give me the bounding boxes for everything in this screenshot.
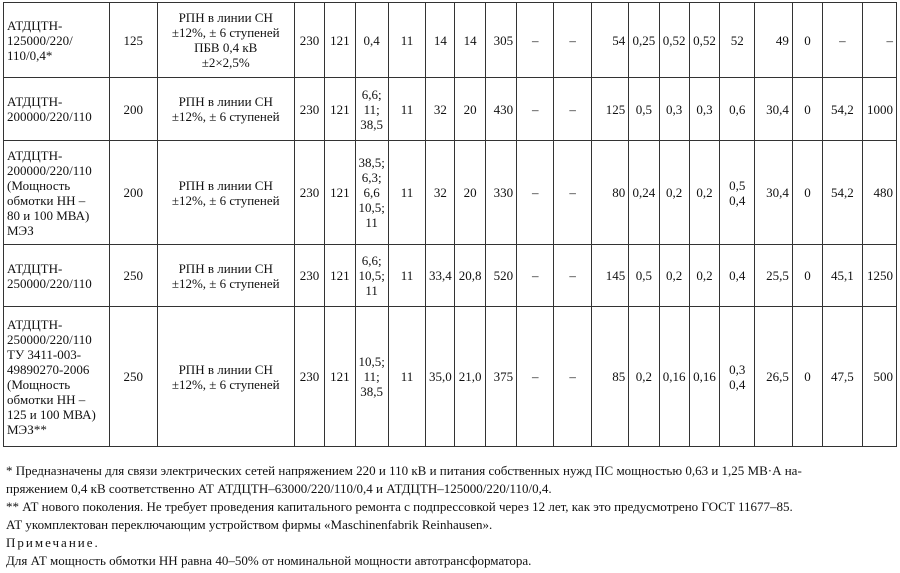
cell-model-name: АТДЦТН- 125000/220/ 110/0,4*: [4, 3, 110, 78]
cell-col-9: 20: [455, 141, 485, 245]
cell-col-12: –: [554, 3, 591, 78]
cell-col-13: 145: [591, 245, 628, 307]
cell-u-mv: 121: [325, 141, 355, 245]
cell-rated-power: 250: [110, 307, 157, 447]
cell-col-11: –: [517, 245, 554, 307]
remark-heading: Примечание.: [6, 535, 100, 550]
cell-col-15: 0,3: [659, 78, 689, 141]
cell-col-7: 11: [388, 307, 425, 447]
cell-col-14: 0,2: [629, 307, 659, 447]
cell-col-16: 0,52: [689, 3, 719, 78]
cell-col-15: 0,52: [659, 3, 689, 78]
cell-col-20: 54,2: [823, 78, 862, 141]
cell-u-hv: 230: [294, 3, 324, 78]
cell-col-15: 0,16: [659, 307, 689, 447]
cell-col-20: 47,5: [823, 307, 862, 447]
cell-u-lv: 6,6; 10,5; 11: [355, 245, 388, 307]
cell-u-hv: 230: [294, 141, 324, 245]
table-row: [4, 307, 897, 447]
cell-col-14: 0,24: [629, 141, 659, 245]
cell-u-lv: 0,4: [355, 3, 388, 78]
cell-col-18: 30,4: [755, 78, 792, 141]
cell-col-7: 11: [388, 245, 425, 307]
cell-u-hv: 230: [294, 307, 324, 447]
cell-col-13: 85: [591, 307, 628, 447]
cell-col-21: –: [862, 3, 896, 78]
cell-u-lv: 38,5; 6,3; 6,6 10,5; 11: [355, 141, 388, 245]
cell-col-16: 0,2: [689, 141, 719, 245]
cell-col-13: 125: [591, 78, 628, 141]
cell-col-10: 430: [485, 78, 516, 141]
cell-col-21: 1000: [862, 78, 896, 141]
cell-col-14: 0,25: [629, 3, 659, 78]
cell-col-13: 80: [591, 141, 628, 245]
cell-u-lv: 6,6; 11; 38,5: [355, 78, 388, 141]
cell-col-16: 0,2: [689, 245, 719, 307]
cell-col-20: 54,2: [823, 141, 862, 245]
cell-u-mv: 121: [325, 245, 355, 307]
cell-model-name: АТДЦТН- 250000/220/110: [4, 245, 110, 307]
cell-u-hv: 230: [294, 245, 324, 307]
cell-model-name: АТДЦТН- 200000/220/110: [4, 78, 110, 141]
cell-col-14: 0,5: [629, 245, 659, 307]
cell-col-19: 0: [792, 307, 822, 447]
cell-col-17: 0,3 0,4: [720, 307, 755, 447]
cell-u-mv: 121: [325, 307, 355, 447]
remark-text: Для АТ мощность обмотки НН равна 40–50% от номинальной мощности автотрансформатора.: [6, 553, 532, 568]
cell-col-8: 32: [426, 78, 455, 141]
cell-regulation: РПН в линии СН ±12%, ± 6 ступеней: [157, 141, 294, 245]
cell-col-19: 0: [792, 245, 822, 307]
cell-rated-power: 200: [110, 78, 157, 141]
cell-col-12: –: [554, 307, 591, 447]
cell-regulation: РПН в линии СН ±12%, ± 6 ступеней ПБВ 0,4 кВ ±2×2,5%: [157, 3, 294, 78]
cell-col-21: 500: [862, 307, 896, 447]
cell-model-name: АТДЦТН- 250000/220/110 ТУ 3411-003- 49890270-2006 (Мощность обмотки НН – 125 и 100 МВА) МЭЗ**: [4, 307, 110, 447]
cell-col-7: 11: [388, 141, 425, 245]
cell-regulation: РПН в линии СН ±12%, ± 6 ступеней: [157, 245, 294, 307]
cell-col-10: 305: [485, 3, 516, 78]
cell-col-13: 54: [591, 3, 628, 78]
cell-col-18: 49: [755, 3, 792, 78]
cell-col-16: 0,3: [689, 78, 719, 141]
cell-col-18: 30,4: [755, 141, 792, 245]
cell-col-11: –: [517, 78, 554, 141]
cell-col-8: 32: [426, 141, 455, 245]
cell-col-7: 11: [388, 3, 425, 78]
cell-col-19: 0: [792, 3, 822, 78]
cell-col-9: 20,8: [455, 245, 485, 307]
cell-col-17: 0,5 0,4: [720, 141, 755, 245]
cell-regulation: РПН в линии СН ±12%, ± 6 ступеней: [157, 307, 294, 447]
cell-col-12: –: [554, 245, 591, 307]
cell-col-11: –: [517, 3, 554, 78]
cell-col-18: 26,5: [755, 307, 792, 447]
transformer-spec-table: [3, 2, 897, 447]
cell-rated-power: 250: [110, 245, 157, 307]
table-row: [4, 141, 897, 245]
cell-col-15: 0,2: [659, 141, 689, 245]
cell-model-name: АТДЦТН- 200000/220/110 (Мощность обмотки НН – 80 и 100 МВА) МЭЗ: [4, 141, 110, 245]
cell-col-12: –: [554, 78, 591, 141]
footnote-double-asterisk: ** АТ нового поколения. Не требует проведения капитального ремонта с подпрессовкой через 12 лет, как это предусмотрено ГОСТ 11677–85. АТ укомплектован переключающим устройством фирмы «Maschinenfabrik Reinhausen».: [6, 499, 793, 532]
cell-col-20: –: [823, 3, 862, 78]
cell-col-8: 14: [426, 3, 455, 78]
cell-u-mv: 121: [325, 78, 355, 141]
cell-u-lv: 10,5; 11; 38,5: [355, 307, 388, 447]
cell-col-11: –: [517, 307, 554, 447]
cell-col-9: 14: [455, 3, 485, 78]
cell-col-19: 0: [792, 141, 822, 245]
cell-u-hv: 230: [294, 78, 324, 141]
cell-col-18: 25,5: [755, 245, 792, 307]
cell-col-9: 20: [455, 78, 485, 141]
cell-col-15: 0,2: [659, 245, 689, 307]
cell-col-17: 0,6: [720, 78, 755, 141]
cell-col-16: 0,16: [689, 307, 719, 447]
cell-rated-power: 125: [110, 3, 157, 78]
cell-col-8: 35,0: [426, 307, 455, 447]
cell-col-10: 330: [485, 141, 516, 245]
cell-col-21: 480: [862, 141, 896, 245]
cell-col-8: 33,4: [426, 245, 455, 307]
cell-col-11: –: [517, 141, 554, 245]
cell-col-7: 11: [388, 78, 425, 141]
table-row: [4, 245, 897, 307]
footnote-single-asterisk: * Предназначены для связи электрических сетей напряжением 220 и 110 кВ и питания собственных нужд ПС мощностью 0,63 и 1,25 МВ·А на- пряжением 0,4 кВ соответственно АТ АТДЦТН–63000/220/110/0,4 и АТДЦТН–125000/220/110/0,4.: [6, 463, 802, 496]
cell-regulation: РПН в линии СН ±12%, ± 6 ступеней: [157, 78, 294, 141]
cell-col-20: 45,1: [823, 245, 862, 307]
table-row: [4, 78, 897, 141]
cell-col-14: 0,5: [629, 78, 659, 141]
cell-col-10: 520: [485, 245, 516, 307]
cell-col-10: 375: [485, 307, 516, 447]
cell-col-21: 1250: [862, 245, 896, 307]
cell-rated-power: 200: [110, 141, 157, 245]
notes-section: [6, 462, 896, 570]
cell-col-19: 0: [792, 78, 822, 141]
table-row: [4, 3, 897, 78]
cell-col-17: 52: [720, 3, 755, 78]
cell-col-17: 0,4: [720, 245, 755, 307]
cell-col-9: 21,0: [455, 307, 485, 447]
cell-u-mv: 121: [325, 3, 355, 78]
cell-col-12: –: [554, 141, 591, 245]
